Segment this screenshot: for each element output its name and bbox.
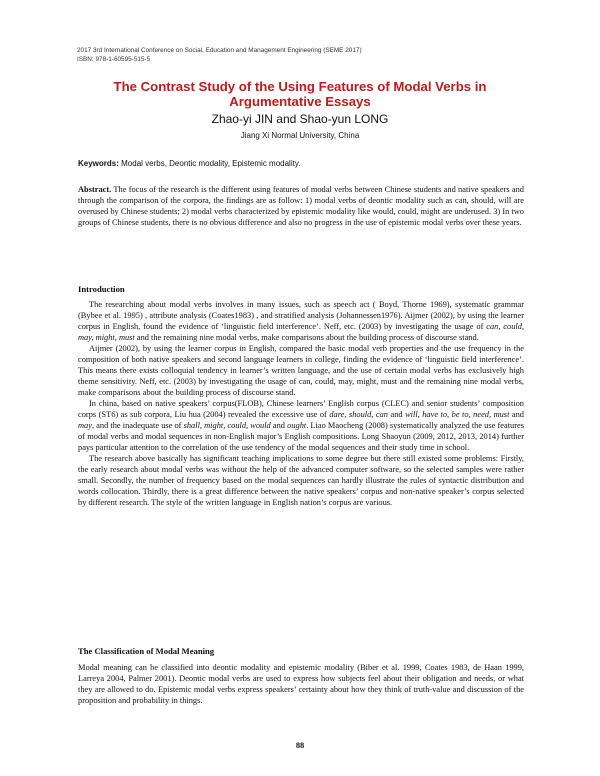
classification-heading: The Classification of Modal Meaning <box>78 646 215 656</box>
page-number: 88 <box>295 741 305 750</box>
abstract-text: The focus of the research is the different using features of modal verbs between Chinese students and native speakers and through the comparison of the corpora, the findings are as follow: 1) modal verbs of deontic modality such as can, should, will are overused by Chinese students; 2) modal verbs characterized by epistemic modality like would, could, might are underused. 3) In two groups of Chinese students, there is no obvious difference and also no progress in the use of epistemic modal verbs over these years. <box>78 185 524 227</box>
authors: Zhao-yi JIN and Shao-yun LONG <box>211 112 389 126</box>
intro-paragraph-1: The researching about modal verbs involves in many issues, such as speech act ( Boyd, Thorne 1969), systematic grammar (Bybee et al. 1995) , attribute analysis (Coates1983) , and stratified analysis (Johannessen1976). Aijmer (2002), by using the learner corpus in English, found the evidence of ‘linguistic field interference’. Neff, etc. (2003) by investigating the usage of can, could, may, might, must and the remaining nine modal verbs, make comparisons about the building process of discourse stand. <box>78 300 525 342</box>
classification-paragraph-1: Modal meaning can be classified into deontic modality and epistemic modality (Biber et al. 1999, Coates 1983, de Haan 1999, Larreya 2004, Palmer 2001). Deontic modal verbs are used to express how subjects feel about their obligation and needs, or what they are allowed to do. Epistemic modal verbs express speakers’ certainty about how they think of truth-value and discussion of the proposition and probability in things. <box>78 663 524 705</box>
classification-body <box>78 662 524 706</box>
keywords-label: Keywords: <box>78 159 119 168</box>
conference-name: 2017 3rd International Conference on Social, Education and Management Engineering (SEME 2017) <box>77 47 362 54</box>
intro-paragraph-3: In china, based on native speakers’ corpus(FLOB), Chinese learners’ English corpus (CLEC) and senior students’ composition corps (ST6) as sub corpora, Liu hua (2004) revealed the excessive use of dare, should, can and will, have to, be to, need, must and may, and the inadequate use of shall, might, could, would and ought. Liao Maocheng (2008) systematically analyzed the use features of modal verbs and modal sequences in non-English major’s English compositions. Long Shaoyun (2009, 2012, 2013, 2014) further pays particular attention to the correlation of the use tendency of the modal sequences and their study time in school. <box>78 399 524 452</box>
conference-header <box>77 46 537 64</box>
paper-title <box>60 79 540 109</box>
keywords-text: Modal verbs, Deontic modality, Epistemic modality. <box>118 159 301 168</box>
intro-paragraph-2: Aijmer (2002), by using the learner corpus in English, compared the basic modal verb properties and the use frequency in the composition of both native speakers and second language learners in college, finding the evidence of ‘linguistic field interference’. This means there exists colloquial tendency in learner’s written language, and the use of certain modal verbs has exclusively high theme sensitivity. Neff, etc. (2003) by investigating the usage of can, could, may, might, must and the remaining nine modal verbs, make comparisons about the building process of discourse stand. <box>78 344 524 397</box>
introduction-heading: Introduction <box>78 284 125 294</box>
abstract <box>78 184 524 228</box>
intro-paragraph-4: The research above basically has significant teaching implications to some degree but there still existed some problems: Firstly, the early research about modal verbs was without the help of the advanced computer software, so the selected samples were rather small. Secondly, the number of frequency based on the modal sequences can hardly illustrate the rules of syntactic distribution and words collocation. Thirdly, there is a great difference between the native speakers’ corpus and non-native speaker’s corpus selected by different research. The style of the written language in English nation’s corpus are various. <box>78 454 524 507</box>
keywords <box>78 159 538 169</box>
abstract-label: Abstract. <box>78 185 112 194</box>
affiliation: Jiang Xi Normal University, China <box>240 131 360 140</box>
introduction-body <box>78 299 524 508</box>
paper-title-line-2: Argumentative Essays <box>229 94 371 109</box>
isbn: ISBN: 978-1-60595-515-5 <box>77 56 151 63</box>
paper-title-line-1: The Contrast Study of the Using Features of Modal Verbs in <box>113 79 487 94</box>
